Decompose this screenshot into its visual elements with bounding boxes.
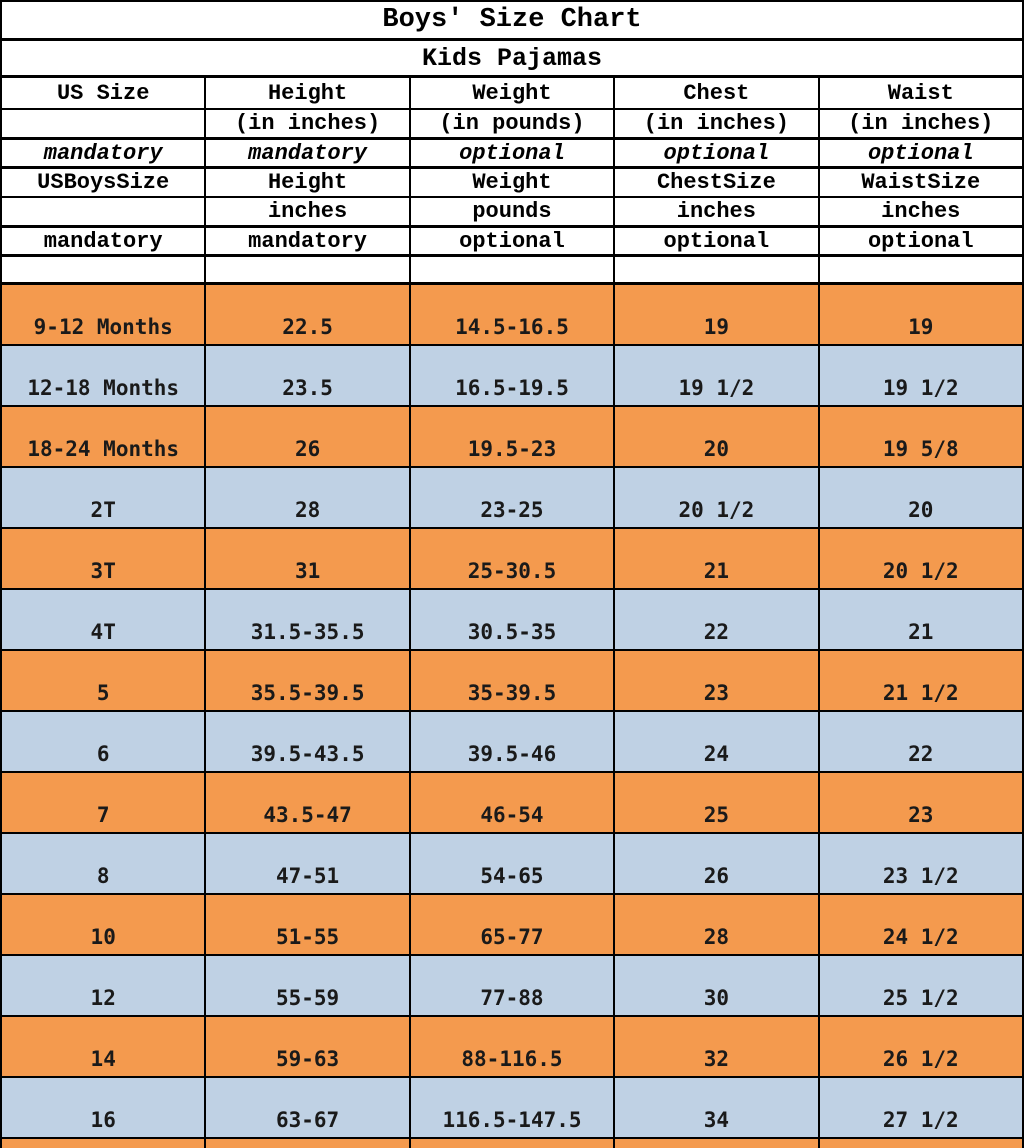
table-row [1, 1016, 1023, 1077]
cell-height: 31 [205, 528, 409, 589]
cell-waist: 26 1/2 [819, 1016, 1023, 1077]
cell-waist: 25 1/2 [819, 955, 1023, 1016]
cell-weight: 23-25 [410, 467, 614, 528]
column-header-unit [1, 197, 205, 227]
cell-weight: 77-88 [410, 955, 614, 1016]
next-row-partial-cell [411, 1139, 615, 1148]
column-header: Waist [819, 77, 1023, 110]
requirement-cell: optional [614, 227, 818, 256]
requirement-cell: optional [819, 227, 1023, 256]
requirement-cell: mandatory [205, 227, 409, 256]
cell-us-size: 12-18 Months [1, 345, 205, 406]
cell-chest: 26 [614, 833, 818, 894]
title-row [1, 1, 1023, 40]
cell-chest: 22 [614, 589, 818, 650]
table-row [1, 528, 1023, 589]
cell-waist: 21 1/2 [819, 650, 1023, 711]
cell-us-size: 4T [1, 589, 205, 650]
requirement-cell: optional [819, 139, 1023, 168]
cell-weight: 116.5-147.5 [410, 1077, 614, 1138]
table-row [1, 345, 1023, 406]
cell-height: 43.5-47 [205, 772, 409, 833]
cell-chest: 25 [614, 772, 818, 833]
requirement-row [1, 227, 1023, 256]
cell-waist: 22 [819, 711, 1023, 772]
cell-weight: 30.5-35 [410, 589, 614, 650]
subtitle-row [1, 40, 1023, 77]
table-row [1, 284, 1023, 346]
column-header: Height [205, 77, 409, 110]
requirement-cell: optional [614, 139, 818, 168]
cell-height: 31.5-35.5 [205, 589, 409, 650]
header-row [1, 77, 1023, 110]
cell-height: 26 [205, 406, 409, 467]
cell-waist: 19 [819, 284, 1023, 346]
cell-waist: 20 1/2 [819, 528, 1023, 589]
header-row-alt [1, 168, 1023, 198]
cell-chest: 19 [614, 284, 818, 346]
cell-waist: 23 [819, 772, 1023, 833]
requirement-cell: mandatory [205, 139, 409, 168]
cell-us-size: 7 [1, 772, 205, 833]
cell-us-size: 16 [1, 1077, 205, 1138]
column-header-unit [1, 109, 205, 139]
cell-us-size: 14 [1, 1016, 205, 1077]
cell-waist: 20 [819, 467, 1023, 528]
column-header: ChestSize [614, 168, 818, 198]
column-header-unit: (in inches) [205, 109, 409, 139]
cell-weight: 19.5-23 [410, 406, 614, 467]
table-body [1, 284, 1023, 1139]
cell-weight: 14.5-16.5 [410, 284, 614, 346]
cell-weight: 16.5-19.5 [410, 345, 614, 406]
spacer-cell [614, 256, 818, 284]
table-row [1, 833, 1023, 894]
header-units-row [1, 109, 1023, 139]
cell-chest: 21 [614, 528, 818, 589]
cell-us-size: 18-24 Months [1, 406, 205, 467]
table-row [1, 955, 1023, 1016]
cell-height: 63-67 [205, 1077, 409, 1138]
cell-waist: 21 [819, 589, 1023, 650]
cell-height: 28 [205, 467, 409, 528]
cell-chest: 19 1/2 [614, 345, 818, 406]
column-header-unit: (in inches) [614, 109, 818, 139]
cell-chest: 32 [614, 1016, 818, 1077]
cell-waist: 19 1/2 [819, 345, 1023, 406]
cell-chest: 34 [614, 1077, 818, 1138]
cell-us-size: 2T [1, 467, 205, 528]
cell-height: 22.5 [205, 284, 409, 346]
header-units-row-alt [1, 197, 1023, 227]
cell-us-size: 12 [1, 955, 205, 1016]
cell-weight: 46-54 [410, 772, 614, 833]
cell-waist: 23 1/2 [819, 833, 1023, 894]
cell-weight: 35-39.5 [410, 650, 614, 711]
cell-chest: 20 [614, 406, 818, 467]
cell-chest: 30 [614, 955, 818, 1016]
table-row [1, 772, 1023, 833]
column-header-unit: inches [205, 197, 409, 227]
next-row-partial-cell [2, 1139, 206, 1148]
cell-waist: 27 1/2 [819, 1077, 1023, 1138]
column-header-unit: inches [614, 197, 818, 227]
column-header-unit: inches [819, 197, 1023, 227]
next-row-partial-cell [206, 1139, 410, 1148]
table-header [1, 1, 1023, 284]
column-header: Chest [614, 77, 818, 110]
spacer-row [1, 256, 1023, 284]
cell-chest: 24 [614, 711, 818, 772]
spacer-cell [819, 256, 1023, 284]
cell-us-size: 10 [1, 894, 205, 955]
column-header: WaistSize [819, 168, 1023, 198]
column-header: Height [205, 168, 409, 198]
requirement-cell: optional [410, 139, 614, 168]
requirement-row-italic [1, 139, 1023, 168]
next-row-partial-strip [0, 1139, 1024, 1148]
cell-height: 55-59 [205, 955, 409, 1016]
table-row [1, 1077, 1023, 1138]
requirement-cell: optional [410, 227, 614, 256]
cell-us-size: 8 [1, 833, 205, 894]
spacer-cell [1, 256, 205, 284]
cell-height: 51-55 [205, 894, 409, 955]
cell-height: 47-51 [205, 833, 409, 894]
cell-chest: 28 [614, 894, 818, 955]
column-header: Weight [410, 168, 614, 198]
cell-waist: 19 5/8 [819, 406, 1023, 467]
cell-height: 39.5-43.5 [205, 711, 409, 772]
table-row [1, 650, 1023, 711]
table-row [1, 467, 1023, 528]
cell-weight: 25-30.5 [410, 528, 614, 589]
column-header: Weight [410, 77, 614, 110]
cell-weight: 54-65 [410, 833, 614, 894]
cell-weight: 88-116.5 [410, 1016, 614, 1077]
cell-us-size: 9-12 Months [1, 284, 205, 346]
table-row [1, 711, 1023, 772]
cell-us-size: 3T [1, 528, 205, 589]
column-header-unit: pounds [410, 197, 614, 227]
cell-height: 35.5-39.5 [205, 650, 409, 711]
requirement-cell: mandatory [1, 139, 205, 168]
column-header: USBoysSize [1, 168, 205, 198]
spacer-cell [410, 256, 614, 284]
table-row [1, 894, 1023, 955]
column-header-unit: (in pounds) [410, 109, 614, 139]
cell-waist: 24 1/2 [819, 894, 1023, 955]
cell-chest: 23 [614, 650, 818, 711]
requirement-cell: mandatory [1, 227, 205, 256]
cell-height: 59-63 [205, 1016, 409, 1077]
cell-weight: 39.5-46 [410, 711, 614, 772]
column-header: US Size [1, 77, 205, 110]
page-title: Boys' Size Chart [1, 1, 1023, 40]
cell-height: 23.5 [205, 345, 409, 406]
cell-chest: 20 1/2 [614, 467, 818, 528]
column-header-unit: (in inches) [819, 109, 1023, 139]
cell-us-size: 6 [1, 711, 205, 772]
next-row-partial-cell [615, 1139, 819, 1148]
cell-weight: 65-77 [410, 894, 614, 955]
cell-us-size: 5 [1, 650, 205, 711]
page-subtitle: Kids Pajamas [1, 40, 1023, 77]
next-row-partial-cell [820, 1139, 1022, 1148]
table-row [1, 406, 1023, 467]
table-row [1, 589, 1023, 650]
spacer-cell [205, 256, 409, 284]
